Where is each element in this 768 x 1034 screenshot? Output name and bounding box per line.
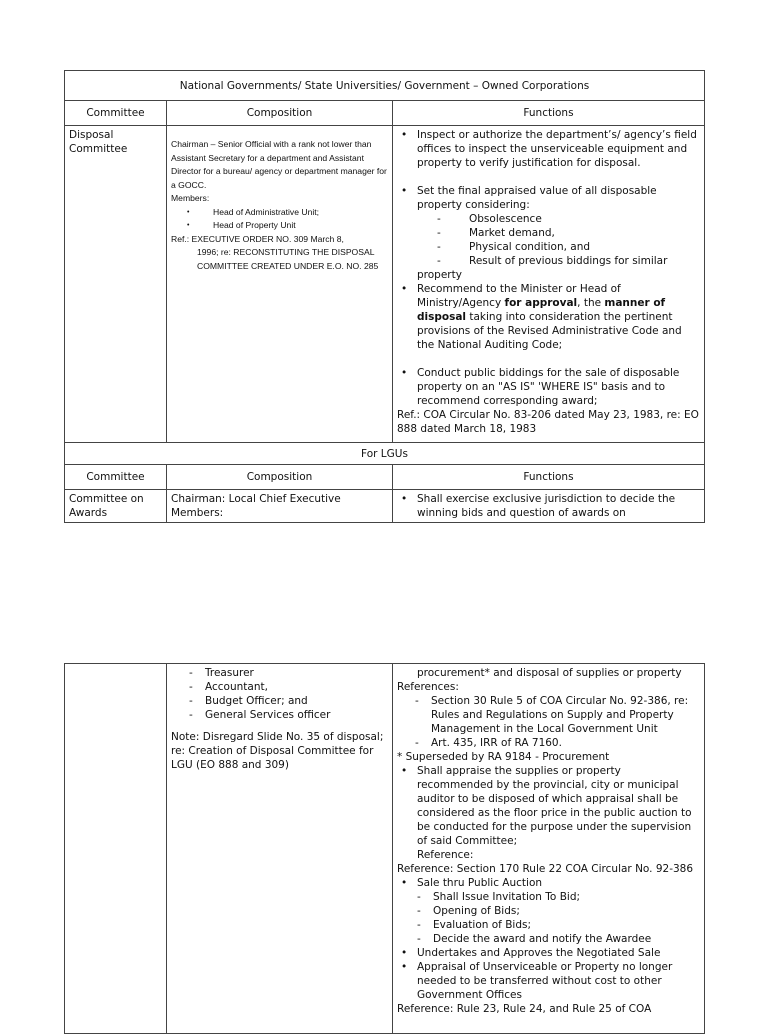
awards-composition: [167, 490, 393, 523]
list-item: • Head of Property Unit: [187, 219, 388, 233]
committee-cell-continued: [65, 664, 167, 1034]
functions-reference: Ref.: COA Circular No. 83-206 dated May 23, 1983, re: EO 888 dated March 18, 1983: [397, 409, 699, 435]
note-text: Note: Disregard Slide No. 35 of disposal; re: Creation of Disposal Committee for LGU (EO 888 and 309): [171, 731, 384, 771]
awards-chairman: Chairman: Local Chief Executive: [171, 493, 341, 505]
function-item: • Inspect or authorize the department’s/ agency’s field offices to inspect the unserviceable equipment and property to verify justification for disposal.: [397, 128, 700, 170]
function-item: • Shall appraise the supplies or property recommended by the provincial, city or municipal auditor to be disposed of which appraisal shall be considered as the floor price in the public auction to be conducted for the purpose under the supervision of said Committee;: [397, 764, 700, 848]
lgu-header-committee: Committee: [65, 465, 167, 490]
functions-continued: [393, 664, 705, 1034]
reference-line: Ref.: EXECUTIVE ORDER NO. 309 March 8,: [171, 233, 344, 244]
list-item: - Shall Issue Invitation To Bid;: [417, 890, 700, 904]
function-item: [397, 876, 700, 946]
function-item: • Appraisal of Unserviceable or Property no longer needed to be transferred without cost to other Government Offices: [397, 960, 700, 1002]
list-item: - Obsolescence: [437, 212, 700, 226]
reference-detail: 1996; re: RECONSTITUTING THE DISPOSAL COMMITTEE CREATED UNDER E.O. NO. 285: [197, 247, 379, 271]
list-item: - Evaluation of Bids;: [417, 918, 700, 932]
function-item: • Conduct public biddings for the sale of disposable property on an "AS IS" 'WHERE IS" basis and to recommend corresponding award;: [397, 366, 700, 408]
references-label: References:: [397, 681, 459, 693]
superseded-note: * Superseded by RA 9184 - Procurement: [397, 751, 610, 763]
function-item: [397, 184, 700, 282]
lgu-header-composition: Composition: [167, 465, 393, 490]
list-item: - Section 30 Rule 5 of COA Circular No. 92-386, re: Rules and Regulations on Supply and Property Management in the Local Government Unit: [415, 694, 700, 736]
reference-line: Reference: Section 170 Rule 22 COA Circular No. 92-386: [397, 863, 694, 875]
list-item: - Decide the award and notify the Awardee: [417, 932, 700, 946]
chairman-text: Chairman – Senior Official with a rank not lower than Assistant Secretary for a department and Assistant Director for a bureau/ agency or department manager for a GOCC.: [171, 139, 387, 190]
list-item: - Art. 435, IRR of RA 7160.: [415, 736, 700, 750]
function-text: , the: [577, 297, 605, 309]
list-item: - Opening of Bids;: [417, 904, 700, 918]
function-text: taking into consideration the pertinent provisions of the Revised Administrative Code and the National Auditing Code;: [417, 311, 682, 351]
header-functions: Functions: [393, 101, 705, 126]
members-label: Members:: [171, 193, 210, 203]
function-item: [397, 282, 700, 352]
table-title: National Governments/ State Universities/ Government – Owned Corporations: [65, 71, 705, 101]
list-item: - Accountant,: [189, 680, 388, 694]
function-text: Recommend to the Minister or Head of Ministry/Agency: [417, 283, 621, 309]
list-item: - Market demand,: [437, 226, 700, 240]
list-item: - Result of previous biddings for similar: [437, 254, 700, 268]
function-text: Set the final appraised value of all disposable property considering:: [417, 185, 657, 211]
members-list: [171, 206, 388, 233]
list-item: - General Services officer: [189, 708, 388, 722]
awards-committee-name: Committee on Awards: [65, 490, 167, 523]
function-tail: property: [417, 269, 462, 281]
disposal-committee-name: Disposal Committee: [65, 126, 167, 443]
awards-continued-table: [64, 663, 705, 1034]
disposal-committee-table: [64, 70, 705, 523]
disposal-composition: [167, 126, 393, 443]
function-item: • Undertakes and Approves the Negotiated Sale: [397, 946, 700, 960]
continued-text: procurement* and disposal of supplies or property: [417, 667, 682, 679]
final-reference: Reference: Rule 23, Rule 24, and Rule 25 of COA: [397, 1003, 652, 1015]
list-item: - Budget Officer; and: [189, 694, 388, 708]
lgu-header-functions: Functions: [393, 465, 705, 490]
function-item: • Shall exercise exclusive jurisdiction to decide the winning bids and question of awards on: [397, 492, 700, 520]
composition-continued: [167, 664, 393, 1034]
list-item: - Physical condition, and: [437, 240, 700, 254]
header-composition: Composition: [167, 101, 393, 126]
awards-functions: [393, 490, 705, 523]
header-committee: Committee: [65, 101, 167, 126]
bold-text: for approval: [504, 297, 578, 309]
list-item: • Head of Administrative Unit;: [187, 206, 388, 220]
function-text: Sale thru Public Auction: [417, 877, 543, 889]
reference-label: Reference:: [417, 849, 474, 861]
disposal-functions: [393, 126, 705, 443]
lgu-section-title: For LGUs: [65, 443, 705, 465]
awards-members-label: Members:: [171, 507, 224, 519]
list-item: - Treasurer: [189, 666, 388, 680]
bold-text: manner of disposal: [417, 297, 666, 323]
